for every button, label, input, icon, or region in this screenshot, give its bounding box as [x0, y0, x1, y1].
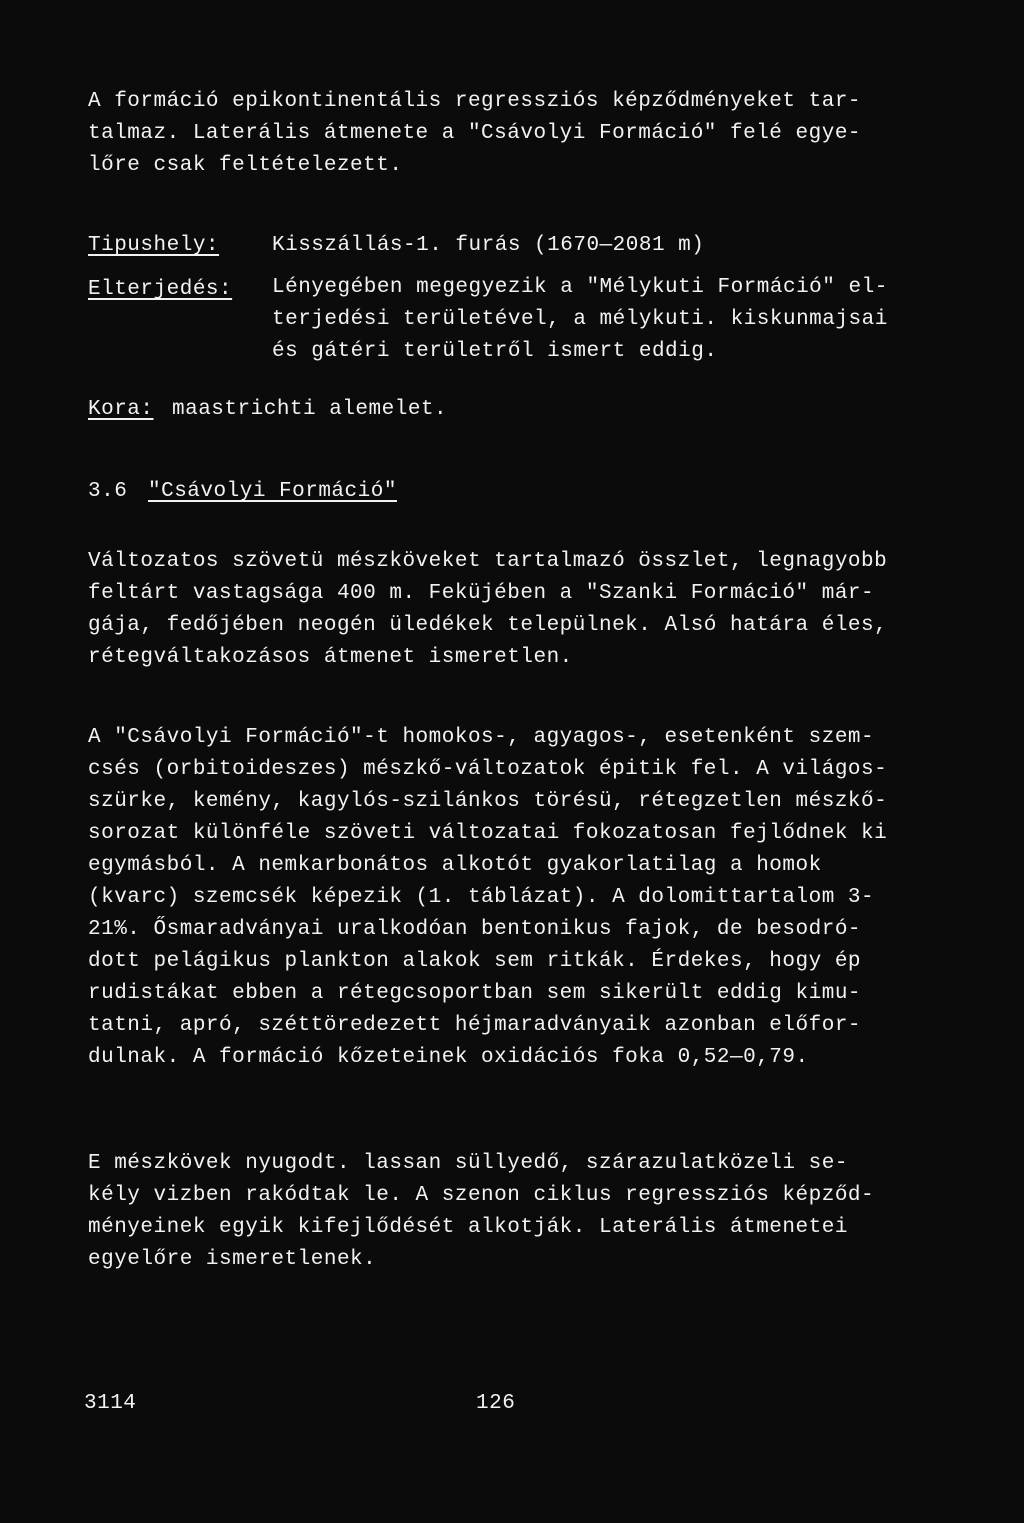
section-title: "Csávolyi Formáció" — [148, 480, 397, 503]
text-line: A formáció epikontinentális regressziós képződményeket tar- — [88, 90, 862, 113]
text-line: egymásból. A nemkarbonátos alkotót gyakorlatilag a homok — [88, 854, 822, 877]
text-line: rétegváltakozásos átmenet ismeretlen. — [88, 646, 573, 669]
text-line: A "Csávolyi Formáció"-t homokos-, agyagos-, esetenként szem- — [88, 726, 875, 749]
text-line: egyelőre ismeretlenek. — [88, 1248, 377, 1271]
text-line: ményeinek egyik kifejlődését alkotják. Laterális átmenetei — [88, 1216, 848, 1239]
elterjedes-label: Elterjedés: — [88, 278, 233, 301]
text-line: tatni, apró, széttöredezett héjmaradványaik azonban előfor- — [88, 1014, 862, 1037]
text-line: 21%. Ősmaradványai uralkodóan bentonikus fajok, de besodró- — [88, 918, 862, 941]
text-line: és gátéri területről ismert eddig. — [272, 340, 718, 363]
kora-value: maastrichti alemelet. — [172, 398, 448, 421]
text-line: lőre csak feltételezett. — [88, 154, 403, 177]
text-line: terjedési területével, a mélykuti. kiskunmajsai — [272, 308, 888, 331]
elterjedes-text — [272, 274, 972, 370]
text-line: Változatos szövetü mészköveket tartalmazó összlet, legnagyobb — [88, 550, 888, 573]
footer-document-number: 3114 — [84, 1392, 137, 1415]
text-line: kély vizben rakódtak le. A szenon ciklus regressziós képződ- — [88, 1184, 875, 1207]
text-line: talmaz. Laterális átmenete a "Csávolyi Formáció" felé egye- — [88, 122, 862, 145]
text-line: Lényegében megegyezik a "Mélykuti Formáció" el- — [272, 276, 888, 299]
section-number: 3.6 — [88, 480, 128, 503]
page-number: 126 — [476, 1392, 516, 1415]
text-line: sorozat különféle szöveti változatai fokozatosan fejlődnek ki — [88, 822, 888, 845]
paragraph-description — [88, 548, 968, 676]
text-line: rudistákat ebben a rétegcsoportban sem sikerült eddig kimu- — [88, 982, 862, 1005]
paragraph-intro — [88, 88, 968, 184]
text-line: csés (orbitoideszes) mészkő-változatok épitik fel. A világos- — [88, 758, 888, 781]
tipushely-value: Kisszállás-1. furás (1670—2081 m) — [272, 234, 705, 257]
text-line: (kvarc) szemcsék képezik (1. táblázat). A dolomittartalom 3- — [88, 886, 875, 909]
kora-label: Kora: — [88, 398, 154, 421]
text-line: dulnak. A formáció kőzeteinek oxidációs foka 0,52—0,79. — [88, 1046, 809, 1069]
text-line: feltárt vastagsága 400 m. Feküjében a "Szanki Formáció" már- — [88, 582, 875, 605]
text-line: szürke, kemény, kagylós-szilánkos törésü, rétegzetlen mészkő- — [88, 790, 888, 813]
paragraph-lithology — [88, 724, 968, 1076]
text-line: E mészkövek nyugodt. lassan süllyedő, szárazulatközeli se- — [88, 1152, 848, 1175]
text-line: dott pelágikus plankton alakok sem ritkák. Érdekes, hogy ép — [88, 950, 862, 973]
paragraph-environment — [88, 1150, 968, 1278]
tipushely-label: Tipushely: — [88, 234, 220, 257]
text-line: gája, fedőjében neogén üledékek települnek. Alsó határa éles, — [88, 614, 888, 637]
